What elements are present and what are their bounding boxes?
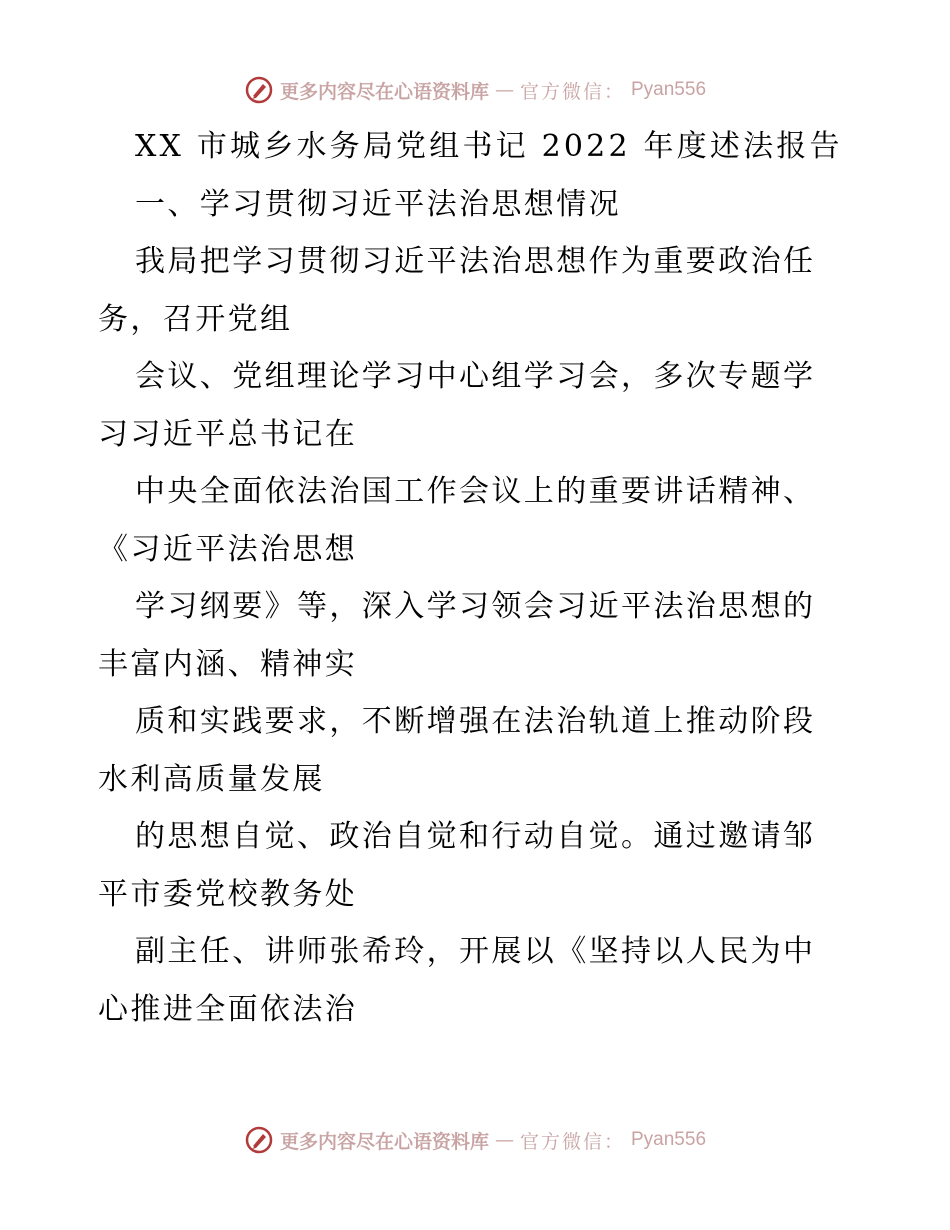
paragraph-line: 中央全面依法治国工作会议上的重要讲话精神、	[135, 474, 816, 509]
paragraph-line: 丰富内涵、精神实	[98, 646, 358, 682]
paragraph-line: 一、学习贯彻习近平法治思想情况	[135, 186, 621, 222]
paragraph-line: 我局把学习贯彻习近平法治思想作为重要政治任	[135, 244, 816, 279]
document-lines	[98, 176, 858, 1039]
watermark-wechat-label: 官方微信：	[519, 1130, 625, 1153]
watermark-wechat-id: Pyan556	[631, 79, 707, 100]
paragraph-line: 心推进全面依法治	[98, 991, 358, 1027]
paragraph-line: 学习纲要》等，深入学习领会习近平法治思想的	[135, 589, 816, 624]
paragraph-line: 水利高质量发展	[98, 761, 325, 797]
watermark-dash: —	[494, 1129, 514, 1151]
header-watermark	[0, 70, 950, 110]
paragraph-line: 会议、党组理论学习中心组学习会，多次专题学	[135, 359, 816, 394]
watermark-main-text: 更多内容尽在心语资料库	[279, 80, 489, 103]
paragraph-line: 副主任、讲师张希玲，开展以《坚持以人民为中	[135, 934, 816, 969]
watermark-main-text: 更多内容尽在心语资料库	[279, 1130, 489, 1153]
watermark-wechat-label: 官方微信：	[519, 80, 625, 103]
paragraph-line: 的思想自觉、政治自觉和行动自觉。通过邀请邹	[135, 819, 816, 854]
paragraph-line: 《习近平法治思想	[98, 531, 358, 567]
watermark-wechat-id: Pyan556	[631, 1129, 707, 1150]
footer-watermark	[0, 1120, 950, 1160]
paragraph-line: 平市委党校教务处	[98, 876, 358, 912]
paragraph-line: 务，召开党组	[98, 301, 293, 337]
document-body	[98, 118, 858, 1038]
watermark-dash: —	[494, 79, 514, 101]
brush-pen-logo-icon	[244, 75, 274, 105]
paragraph-line: 习习近平总书记在	[98, 416, 358, 452]
document-title: XX 市城乡水务局党组书记 2022 年度述法报告	[135, 129, 843, 164]
paragraph-line: 质和实践要求，不断增强在法治轨道上推动阶段	[135, 704, 816, 739]
brush-pen-logo-icon	[244, 1125, 274, 1155]
